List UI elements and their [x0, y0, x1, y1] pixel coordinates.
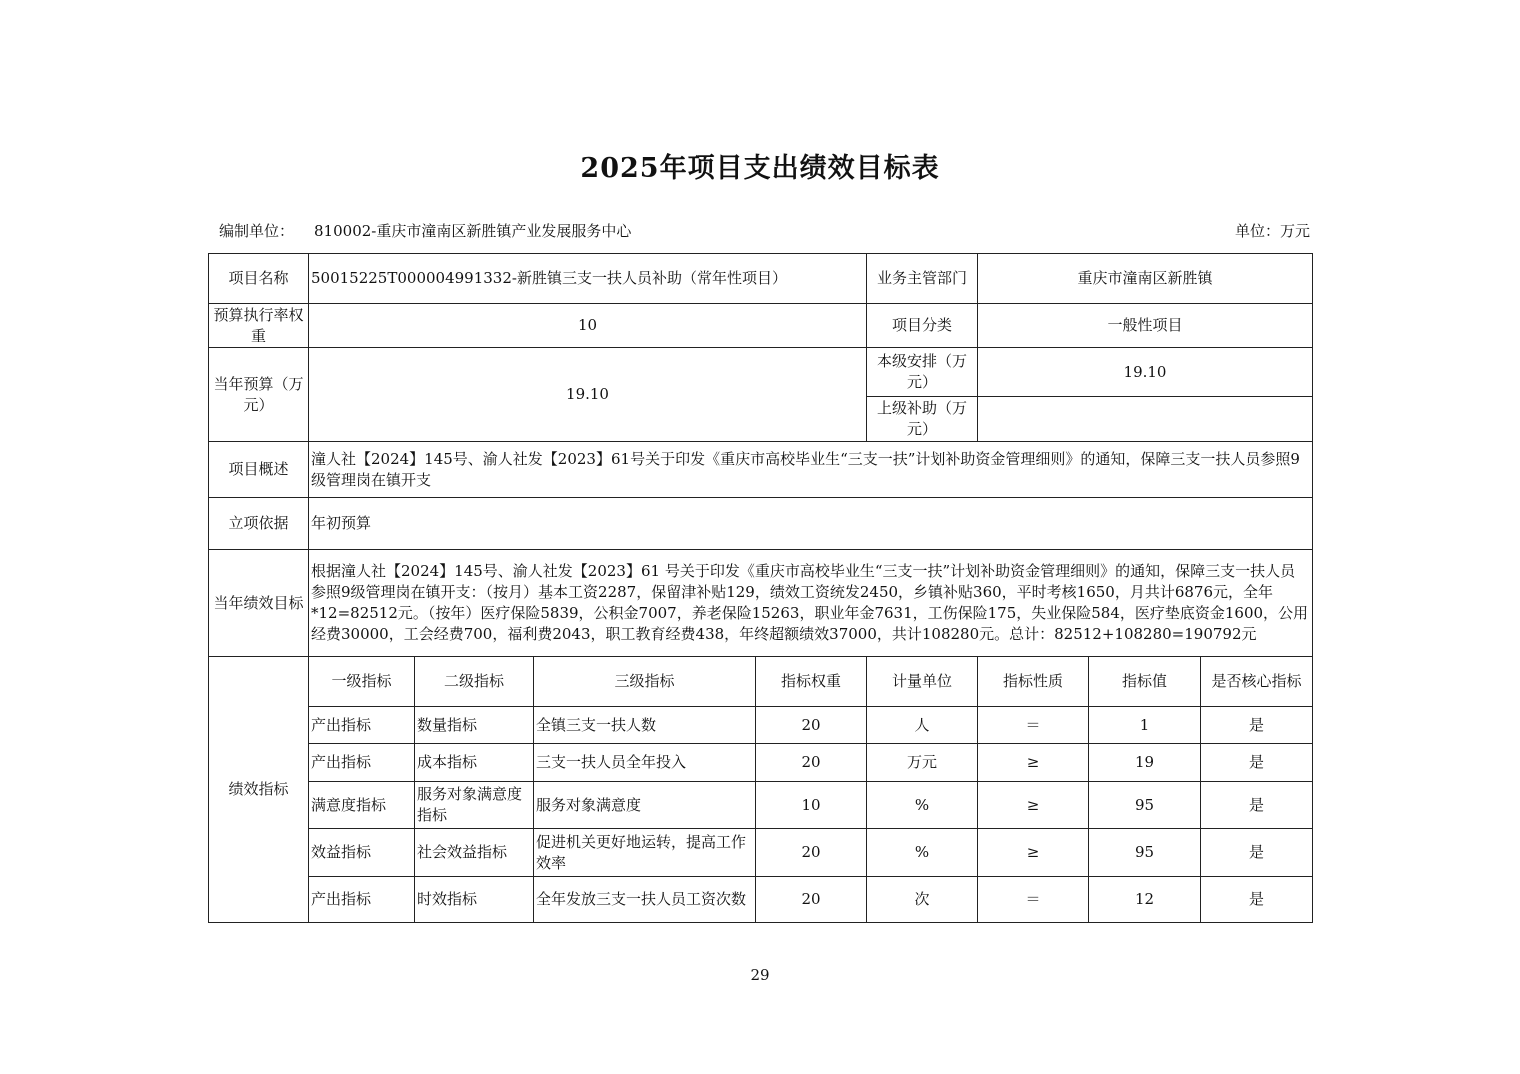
indicator-level2: 成本指标 [415, 744, 534, 782]
header-level3: 三级指标 [534, 657, 756, 707]
table-row [209, 782, 1313, 829]
row-indicator-header [209, 657, 1313, 707]
indicator-weight: 10 [756, 782, 867, 829]
local-arrangement-value: 19.10 [978, 348, 1313, 397]
indicator-weight: 20 [756, 877, 867, 923]
goal-label: 当年绩效目标 [209, 550, 309, 657]
indicator-value: 95 [1089, 829, 1201, 877]
indicators-section-label: 绩效指标 [209, 657, 309, 923]
dept-value: 重庆市潼南区新胜镇 [978, 254, 1313, 304]
indicator-level2: 服务对象满意度指标 [415, 782, 534, 829]
basis-label: 立项依据 [209, 498, 309, 550]
table-row [209, 877, 1313, 923]
row-annual-budget [209, 348, 1313, 397]
header-core: 是否核心指标 [1201, 657, 1313, 707]
indicator-level3: 全镇三支一扶人数 [534, 707, 756, 744]
page-number: 29 [750, 966, 770, 984]
indicator-weight: 20 [756, 829, 867, 877]
indicator-nature: ≥ [978, 744, 1089, 782]
overview-value: 潼人社【2024】145号、渝人社发【2023】61号关于印发《重庆市高校毕业生“三支一扶”计划补助资金管理细则》的通知，保障三支一扶人员参照9级管理岗在镇开支 [309, 442, 1313, 498]
indicator-unit: % [867, 782, 978, 829]
compiling-unit [219, 220, 631, 241]
category-value: 一般性项目 [978, 304, 1313, 348]
indicator-level3: 促进机关更好地运转，提高工作效率 [534, 829, 756, 877]
superior-subsidy-label: 上级补助（万元） [867, 397, 978, 442]
compiling-unit-label: 编制单位： [219, 222, 295, 240]
indicator-nature: ≥ [978, 829, 1089, 877]
table-row [209, 829, 1313, 877]
indicator-level2: 时效指标 [415, 877, 534, 923]
basis-value: 年初预算 [309, 498, 1313, 550]
header-weight: 指标权重 [756, 657, 867, 707]
indicator-level1: 产出指标 [309, 707, 415, 744]
indicator-level1: 效益指标 [309, 829, 415, 877]
indicator-unit: 人 [867, 707, 978, 744]
table-row [209, 707, 1313, 744]
indicator-unit: % [867, 829, 978, 877]
indicator-core: 是 [1201, 707, 1313, 744]
indicator-level1: 产出指标 [309, 877, 415, 923]
category-label: 项目分类 [867, 304, 978, 348]
budget-value: 19.10 [309, 348, 867, 442]
row-overview [209, 442, 1313, 498]
indicator-nature: ≥ [978, 782, 1089, 829]
performance-target-table [208, 253, 1313, 923]
header-level2: 二级指标 [415, 657, 534, 707]
header-level1: 一级指标 [309, 657, 415, 707]
row-basis [209, 498, 1313, 550]
indicator-core: 是 [1201, 877, 1313, 923]
indicator-level2: 社会效益指标 [415, 829, 534, 877]
weight-value: 10 [309, 304, 867, 348]
table-row [209, 744, 1313, 782]
indicator-value: 1 [1089, 707, 1201, 744]
indicator-value: 12 [1089, 877, 1201, 923]
weight-label: 预算执行率权重 [209, 304, 309, 348]
indicator-value: 19 [1089, 744, 1201, 782]
local-arrangement-label: 本级安排（万元） [867, 348, 978, 397]
indicator-core: 是 [1201, 782, 1313, 829]
indicator-unit: 万元 [867, 744, 978, 782]
budget-label: 当年预算（万元） [209, 348, 309, 442]
indicator-level2: 数量指标 [415, 707, 534, 744]
row-project-name [209, 254, 1313, 304]
header-value: 指标值 [1089, 657, 1201, 707]
overview-label: 项目概述 [209, 442, 309, 498]
dept-label: 业务主管部门 [867, 254, 978, 304]
indicator-level3: 三支一扶人员全年投入 [534, 744, 756, 782]
indicator-weight: 20 [756, 707, 867, 744]
compiling-unit-value: 810002-重庆市潼南区新胜镇产业发展服务中心 [314, 222, 632, 240]
indicator-level3: 服务对象满意度 [534, 782, 756, 829]
goal-value: 根据潼人社【2024】145号、渝人社发【2023】61 号关于印发《重庆市高校毕业生“三支一扶”计划补助资金管理细则》的通知，保障三支一扶人员参照9级管理岗在镇开支：（按月）基本工资2287，保留津补贴129，绩效工资统发2450，乡镇补贴360，平时考核1650，月共计6876元，全年*12=82512元。（按年）医疗保险5839，公积金7007，养老保险15263，职业年金7631，工伤保险175，失业保险584，医疗垫底资金1600，公用经费30000，工会经费700，福利费2043，职工教育经费438，年终超额绩效37000，共计108280元。总计：82512+108280=190792元 [309, 550, 1313, 657]
currency-unit: 单位：万元 [1234, 222, 1310, 240]
indicator-core: 是 [1201, 829, 1313, 877]
row-budget-weight [209, 304, 1313, 348]
header-nature: 指标性质 [978, 657, 1089, 707]
indicator-core: 是 [1201, 744, 1313, 782]
indicator-nature: ＝ [978, 877, 1089, 923]
page-title: 2025年项目支出绩效目标表 [580, 153, 940, 184]
indicator-level1: 满意度指标 [309, 782, 415, 829]
indicator-unit: 次 [867, 877, 978, 923]
indicator-value: 95 [1089, 782, 1201, 829]
indicator-nature: ＝ [978, 707, 1089, 744]
superior-subsidy-value [978, 397, 1313, 442]
indicator-weight: 20 [756, 744, 867, 782]
indicator-level1: 产出指标 [309, 744, 415, 782]
project-name-value: 50015225T000004991332-新胜镇三支一扶人员补助（常年性项目） [309, 254, 867, 304]
row-annual-goal [209, 550, 1313, 657]
header-unit: 计量单位 [867, 657, 978, 707]
project-name-label: 项目名称 [209, 254, 309, 304]
indicator-level3: 全年发放三支一扶人员工资次数 [534, 877, 756, 923]
